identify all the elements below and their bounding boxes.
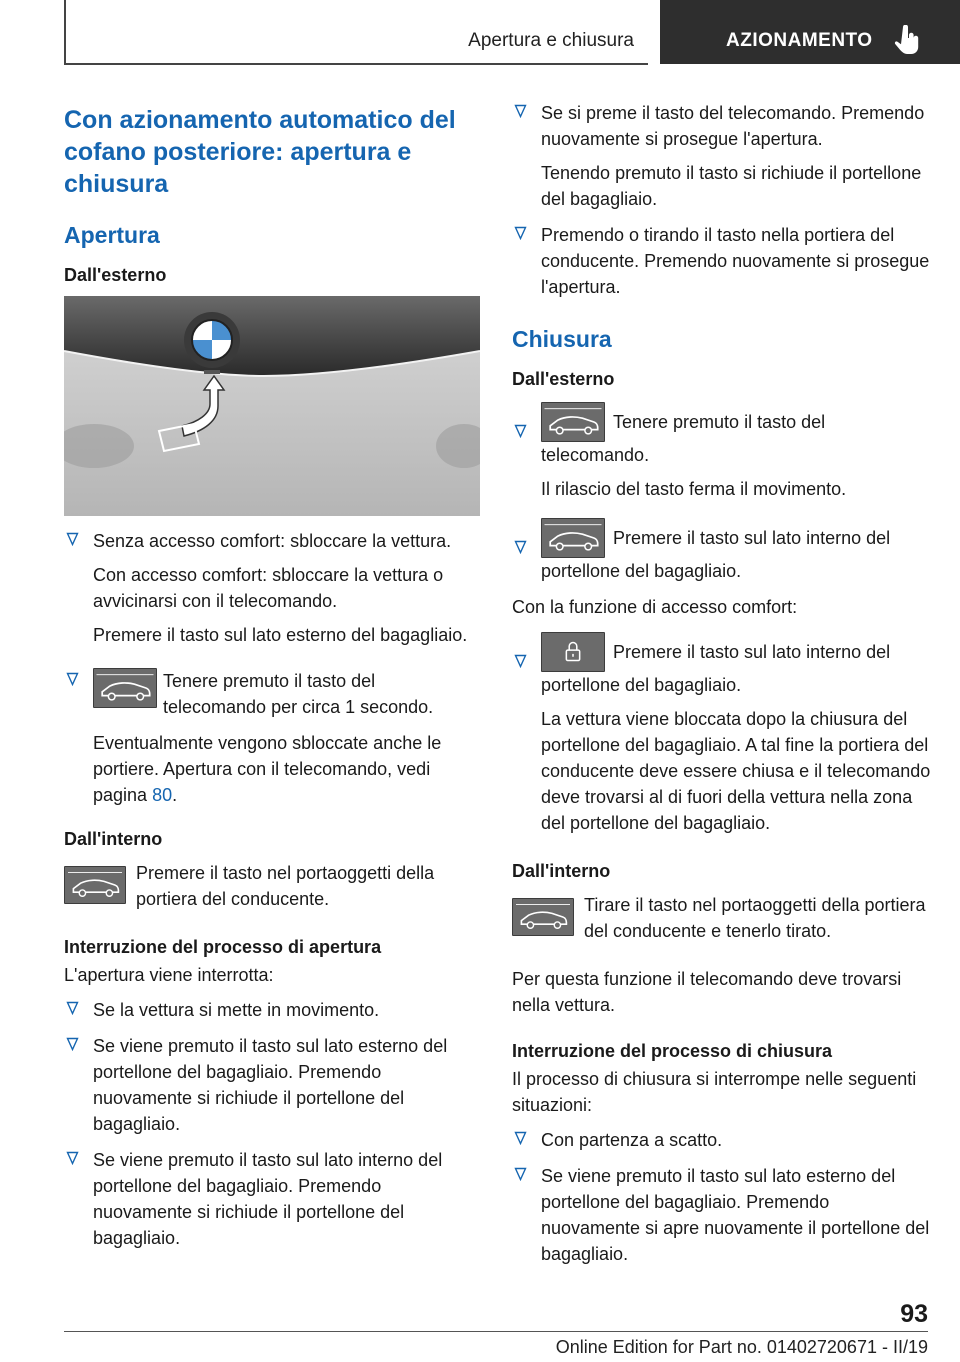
interno-text: Premere il tasto nel portaoggetti della portiera del conducente.	[136, 863, 435, 909]
tailgate-car-icon	[512, 898, 574, 936]
triangle-bullet-icon	[514, 1131, 527, 1145]
footer-rule	[64, 1331, 928, 1332]
list-item	[64, 1033, 482, 1137]
list-item	[64, 528, 482, 648]
header-left-rule	[64, 0, 66, 64]
header-section-title: Apertura e chiusura	[468, 30, 634, 51]
comfort-access-intro: Con la funzione di accesso comfort:	[512, 597, 798, 617]
list-item	[512, 632, 932, 836]
triangle-bullet-icon	[66, 1001, 79, 1015]
triangle-bullet-icon	[514, 424, 527, 438]
list-item	[512, 402, 932, 502]
triangle-bullet-icon	[514, 540, 527, 554]
footer-edition: Online Edition for Part no. 01402720671 - II/19	[555, 1337, 928, 1357]
list-item-text: Tenere premuto il tasto del telecomando per circa 1 secondo.	[163, 671, 434, 717]
list-item	[512, 100, 932, 212]
right-column	[512, 100, 932, 1277]
list-item-text: Eventualmente vengono sbloccate anche le portiere. Apertura con il telecomando, vedi pagina 80.	[93, 733, 442, 805]
list-item-text: Premere il tasto sul lato esterno del bagagliaio.	[93, 625, 468, 645]
lock-icon	[541, 632, 605, 672]
interno-note: Per questa funzione il telecomando deve trovarsi nella vettura.	[512, 969, 902, 1015]
list-item-text: Se viene premuto il tasto sul lato esterno del portellone del bagagliaio. Premendo nuovamente si apre nuovamente il portellone del bagagliaio.	[541, 1166, 930, 1264]
list-item	[512, 222, 932, 300]
interno-text: Tirare il tasto nel portaoggetti della portiera del conducente e tenerlo tirato.	[584, 895, 926, 941]
list-item-text: Se si preme il tasto del telecomando. Premendo nuovamente si prosegue l'apertura.	[541, 103, 925, 149]
list-item	[64, 997, 482, 1023]
page-reference-link[interactable]: 80	[152, 785, 173, 805]
list-item	[64, 1147, 482, 1251]
triangle-bullet-icon	[514, 654, 527, 668]
heading-dall-interno: Dall'interno	[512, 861, 611, 881]
list-item-text: La vettura viene bloccata dopo la chiusura del portellone del bagagliaio. A tal fine la portiera del conducente deve essere chiusa e il telecomando deve trovarsi al di fuori della vettura nella zona del portellone del bagagliaio.	[541, 709, 931, 833]
heading-dall-esterno: Dall'esterno	[64, 265, 167, 285]
heading-chiusura: Chiusura	[512, 326, 612, 352]
list-item	[512, 518, 932, 584]
tailgate-button-photo	[64, 296, 480, 516]
list-item-text: Se la vettura si mette in movimento.	[93, 1000, 380, 1020]
tailgate-car-icon	[541, 518, 605, 558]
triangle-bullet-icon	[66, 1151, 79, 1165]
heading-apertura: Apertura	[64, 222, 160, 248]
triangle-bullet-icon	[66, 532, 79, 546]
list-item	[512, 1163, 932, 1267]
triangle-bullet-icon	[514, 226, 527, 240]
hand-pointer-icon	[894, 25, 922, 55]
triangle-bullet-icon	[514, 104, 527, 118]
tailgate-car-icon	[541, 402, 605, 442]
interruzione-intro: Il processo di chiusura si interrompe nelle seguenti situazioni:	[512, 1069, 917, 1115]
list-item-text: Se viene premuto il tasto sul lato interno del portellone del bagagliaio. Premendo nuovamente si richiude il portellone del bagagliaio.	[93, 1150, 443, 1248]
list-item-text: Premere il tasto sul lato interno del portellone del bagagliaio.	[541, 632, 932, 698]
section-title: Con azionamento automatico del cofano posteriore: apertura e chiusura	[64, 106, 456, 198]
interno-instruction	[64, 860, 482, 912]
heading-dall-esterno: Dall'esterno	[512, 369, 615, 389]
header-chapter-tab	[660, 0, 960, 64]
list-item-text: Tenendo premuto il tasto si richiude il portellone del bagagliaio.	[541, 163, 922, 209]
list-item-text: Con partenza a scatto.	[541, 1130, 723, 1150]
triangle-bullet-icon	[66, 672, 79, 686]
list-item-text: Se viene premuto il tasto sul lato esterno del portellone del bagagliaio. Premendo nuovamente si richiude il portellone del bagagliaio.	[93, 1036, 448, 1134]
header-chapter-label: AZIONAMENTO	[726, 30, 873, 51]
heading-dall-interno: Dall'interno	[64, 829, 163, 849]
left-column	[64, 104, 482, 1261]
list-item-text: Senza accesso comfort: sbloccare la vettura.	[93, 531, 452, 551]
list-item-text: Il rilascio del tasto ferma il movimento.	[541, 479, 847, 499]
heading-interruzione-chiusura: Interruzione del processo di chiusura	[512, 1041, 833, 1061]
header-bottom-rule	[64, 63, 648, 65]
triangle-bullet-icon	[514, 1167, 527, 1181]
list-item-text: Premere il tasto sul lato interno del portellone del bagagliaio.	[541, 518, 932, 584]
interruzione-intro: L'apertura viene interrotta:	[64, 965, 274, 985]
heading-interruzione-apertura: Interruzione del processo di apertura	[64, 937, 382, 957]
list-item	[64, 668, 482, 808]
tailgate-car-icon	[93, 668, 157, 708]
list-item-text: Tenere premuto il tasto del telecomando.	[541, 402, 932, 468]
list-item-text: Premendo o tirando il tasto nella portiera del conducente. Premendo nuovamente si prosegue l'apertura.	[541, 225, 930, 297]
page-number: 93	[900, 1300, 928, 1328]
triangle-bullet-icon	[66, 1037, 79, 1051]
list-item	[512, 1127, 932, 1153]
list-item-text: Con accesso comfort: sbloccare la vettura o avvicinarsi con il telecomando.	[93, 565, 444, 611]
interno-instruction	[512, 892, 932, 944]
tailgate-car-icon	[64, 866, 126, 904]
